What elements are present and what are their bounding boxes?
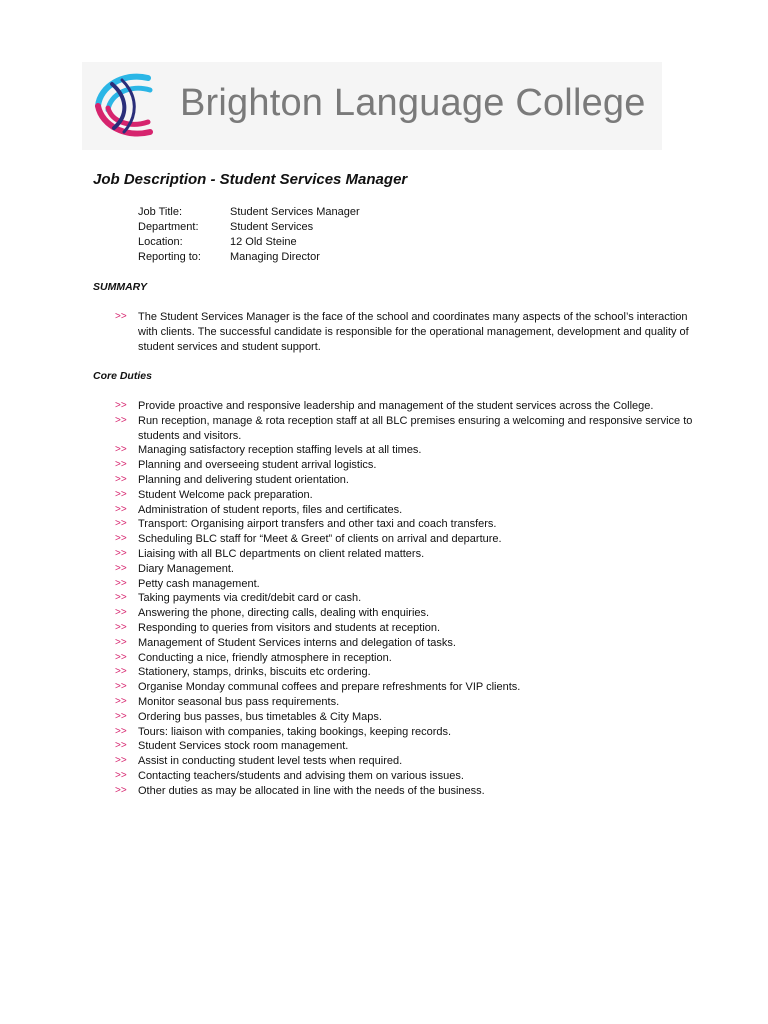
list-item-text: Diary Management. (138, 562, 234, 575)
list-item-text: Tours: liaison with companies, taking bookings, keeping records. (138, 725, 452, 738)
job-meta-table (138, 205, 360, 265)
list-item-text: Conducting a nice, friendly atmosphere in reception. (138, 651, 392, 664)
meta-row-job-title (138, 205, 360, 220)
meta-value: Student Services Manager (230, 206, 360, 218)
meta-row-reporting-to (138, 250, 360, 265)
bullet-marker: >> (115, 666, 127, 678)
bullet-marker: >> (115, 311, 127, 322)
bullet-marker: >> (115, 725, 127, 737)
bullet-marker: >> (115, 414, 127, 426)
list-item-text: Other duties as may be allocated in line with the needs of the business. (138, 784, 485, 797)
list-item (115, 310, 695, 354)
bullet-marker: >> (115, 592, 127, 604)
meta-row-department (138, 220, 360, 235)
bullet-marker: >> (115, 695, 127, 707)
list-item (115, 725, 695, 740)
bullet-marker: >> (115, 784, 127, 796)
list-item-text: Transport: Organising airport transfers and other taxi and coach transfers. (138, 518, 497, 531)
list-item-text: Student Services stock room management. (138, 740, 349, 753)
bullet-marker: >> (115, 621, 127, 633)
list-item (115, 473, 695, 488)
list-item (115, 547, 695, 562)
document-title: Job Description - Student Services Manager (93, 171, 408, 188)
bullet-marker: >> (115, 681, 127, 693)
list-item (115, 414, 695, 444)
meta-label: Job Title: (138, 206, 183, 218)
list-item-text: Administration of student reports, files and certificates. (138, 503, 403, 516)
list-item (115, 606, 695, 621)
list-item-text: Contacting teachers/students and advising them on various issues. (138, 769, 464, 782)
list-item-text: Managing satisfactory reception staffing levels at all times. (138, 444, 422, 457)
list-item-text: Student Welcome pack preparation. (138, 488, 313, 501)
list-item (115, 443, 695, 458)
bullet-marker: >> (115, 562, 127, 574)
list-item (115, 532, 695, 547)
list-item (115, 591, 695, 606)
list-item-text: Petty cash management. (138, 577, 260, 590)
list-item-text: Scheduling BLC staff for “Meet & Greet” of clients on arrival and departure. (138, 533, 502, 546)
bullet-marker: >> (115, 488, 127, 500)
list-item (115, 710, 695, 725)
meta-label: Reporting to: (138, 251, 201, 263)
bullet-marker: >> (115, 547, 127, 559)
list-item (115, 754, 695, 769)
list-item (115, 458, 695, 473)
bullet-marker: >> (115, 636, 127, 648)
list-item-text: Provide proactive and responsive leadership and management of the student services across the College. (138, 400, 654, 412)
meta-value: 12 Old Steine (230, 236, 297, 248)
list-item-text: Ordering bus passes, bus timetables & City Maps. (138, 710, 382, 723)
list-item-text: Responding to queries from visitors and students at reception. (138, 621, 441, 634)
list-item (115, 695, 695, 710)
list-item-text: Liaising with all BLC departments on client related matters. (138, 547, 425, 560)
list-item-text: Monitor seasonal bus pass requirements. (138, 695, 340, 708)
bullet-marker: >> (115, 503, 127, 515)
list-item (115, 680, 695, 695)
summary-heading: SUMMARY (93, 281, 148, 293)
list-item-text: Assist in conducting student level tests when required. (138, 755, 403, 768)
list-item (115, 621, 695, 636)
list-item (115, 399, 695, 414)
list-item (115, 769, 695, 784)
list-item (115, 784, 695, 799)
list-item-text: Planning and overseeing student arrival logistics. (138, 459, 377, 472)
bullet-marker: >> (115, 444, 127, 456)
list-item (115, 651, 695, 666)
bullet-marker: >> (115, 740, 127, 752)
list-item-text: Run reception, manage & rota reception staff at all BLC premises ensuring a welcoming and responsive service to students and visitors. (138, 414, 693, 442)
summary-list (115, 310, 695, 354)
college-logo-icon (90, 70, 154, 140)
bullet-marker: >> (115, 400, 127, 411)
list-item-text: Stationery, stamps, drinks, biscuits etc ordering. (138, 666, 371, 679)
list-item (115, 577, 695, 592)
list-item (115, 739, 695, 754)
list-item (115, 636, 695, 651)
meta-label: Location: (138, 236, 183, 248)
bullet-marker: >> (115, 533, 127, 545)
bullet-marker: >> (115, 577, 127, 589)
list-item (115, 503, 695, 518)
bullet-marker: >> (115, 473, 127, 485)
logo-text: Brighton Language College (180, 82, 646, 124)
bullet-marker: >> (115, 607, 127, 619)
meta-value: Student Services (230, 221, 314, 233)
meta-value: Managing Director (230, 251, 320, 263)
list-item-text: Organise Monday communal coffees and prepare refreshments for VIP clients. (138, 681, 521, 694)
bullet-marker: >> (115, 518, 127, 530)
core-duties-heading: Core Duties (93, 370, 152, 382)
meta-row-location (138, 235, 360, 250)
bullet-marker: >> (115, 651, 127, 663)
bullet-marker: >> (115, 459, 127, 471)
list-item-text: Management of Student Services interns and delegation of tasks. (138, 636, 456, 649)
list-item-text: Taking payments via credit/debit card or cash. (138, 592, 362, 605)
list-item (115, 488, 695, 503)
list-item (115, 665, 695, 680)
list-item-text: The Student Services Manager is the face of the school and coordinates many aspects of the school’s interaction with clients. The successful candidate is responsible for the operational management, development and quality of student services and student support. (138, 311, 689, 353)
list-item (115, 562, 695, 577)
list-item-text: Answering the phone, directing calls, dealing with enquiries. (138, 607, 430, 620)
list-item-text: Planning and delivering student orientation. (138, 473, 349, 486)
bullet-marker: >> (115, 769, 127, 781)
core-duties-list (115, 399, 695, 799)
list-item (115, 517, 695, 532)
meta-label: Department: (138, 221, 199, 233)
bullet-marker: >> (115, 755, 127, 767)
bullet-marker: >> (115, 710, 127, 722)
